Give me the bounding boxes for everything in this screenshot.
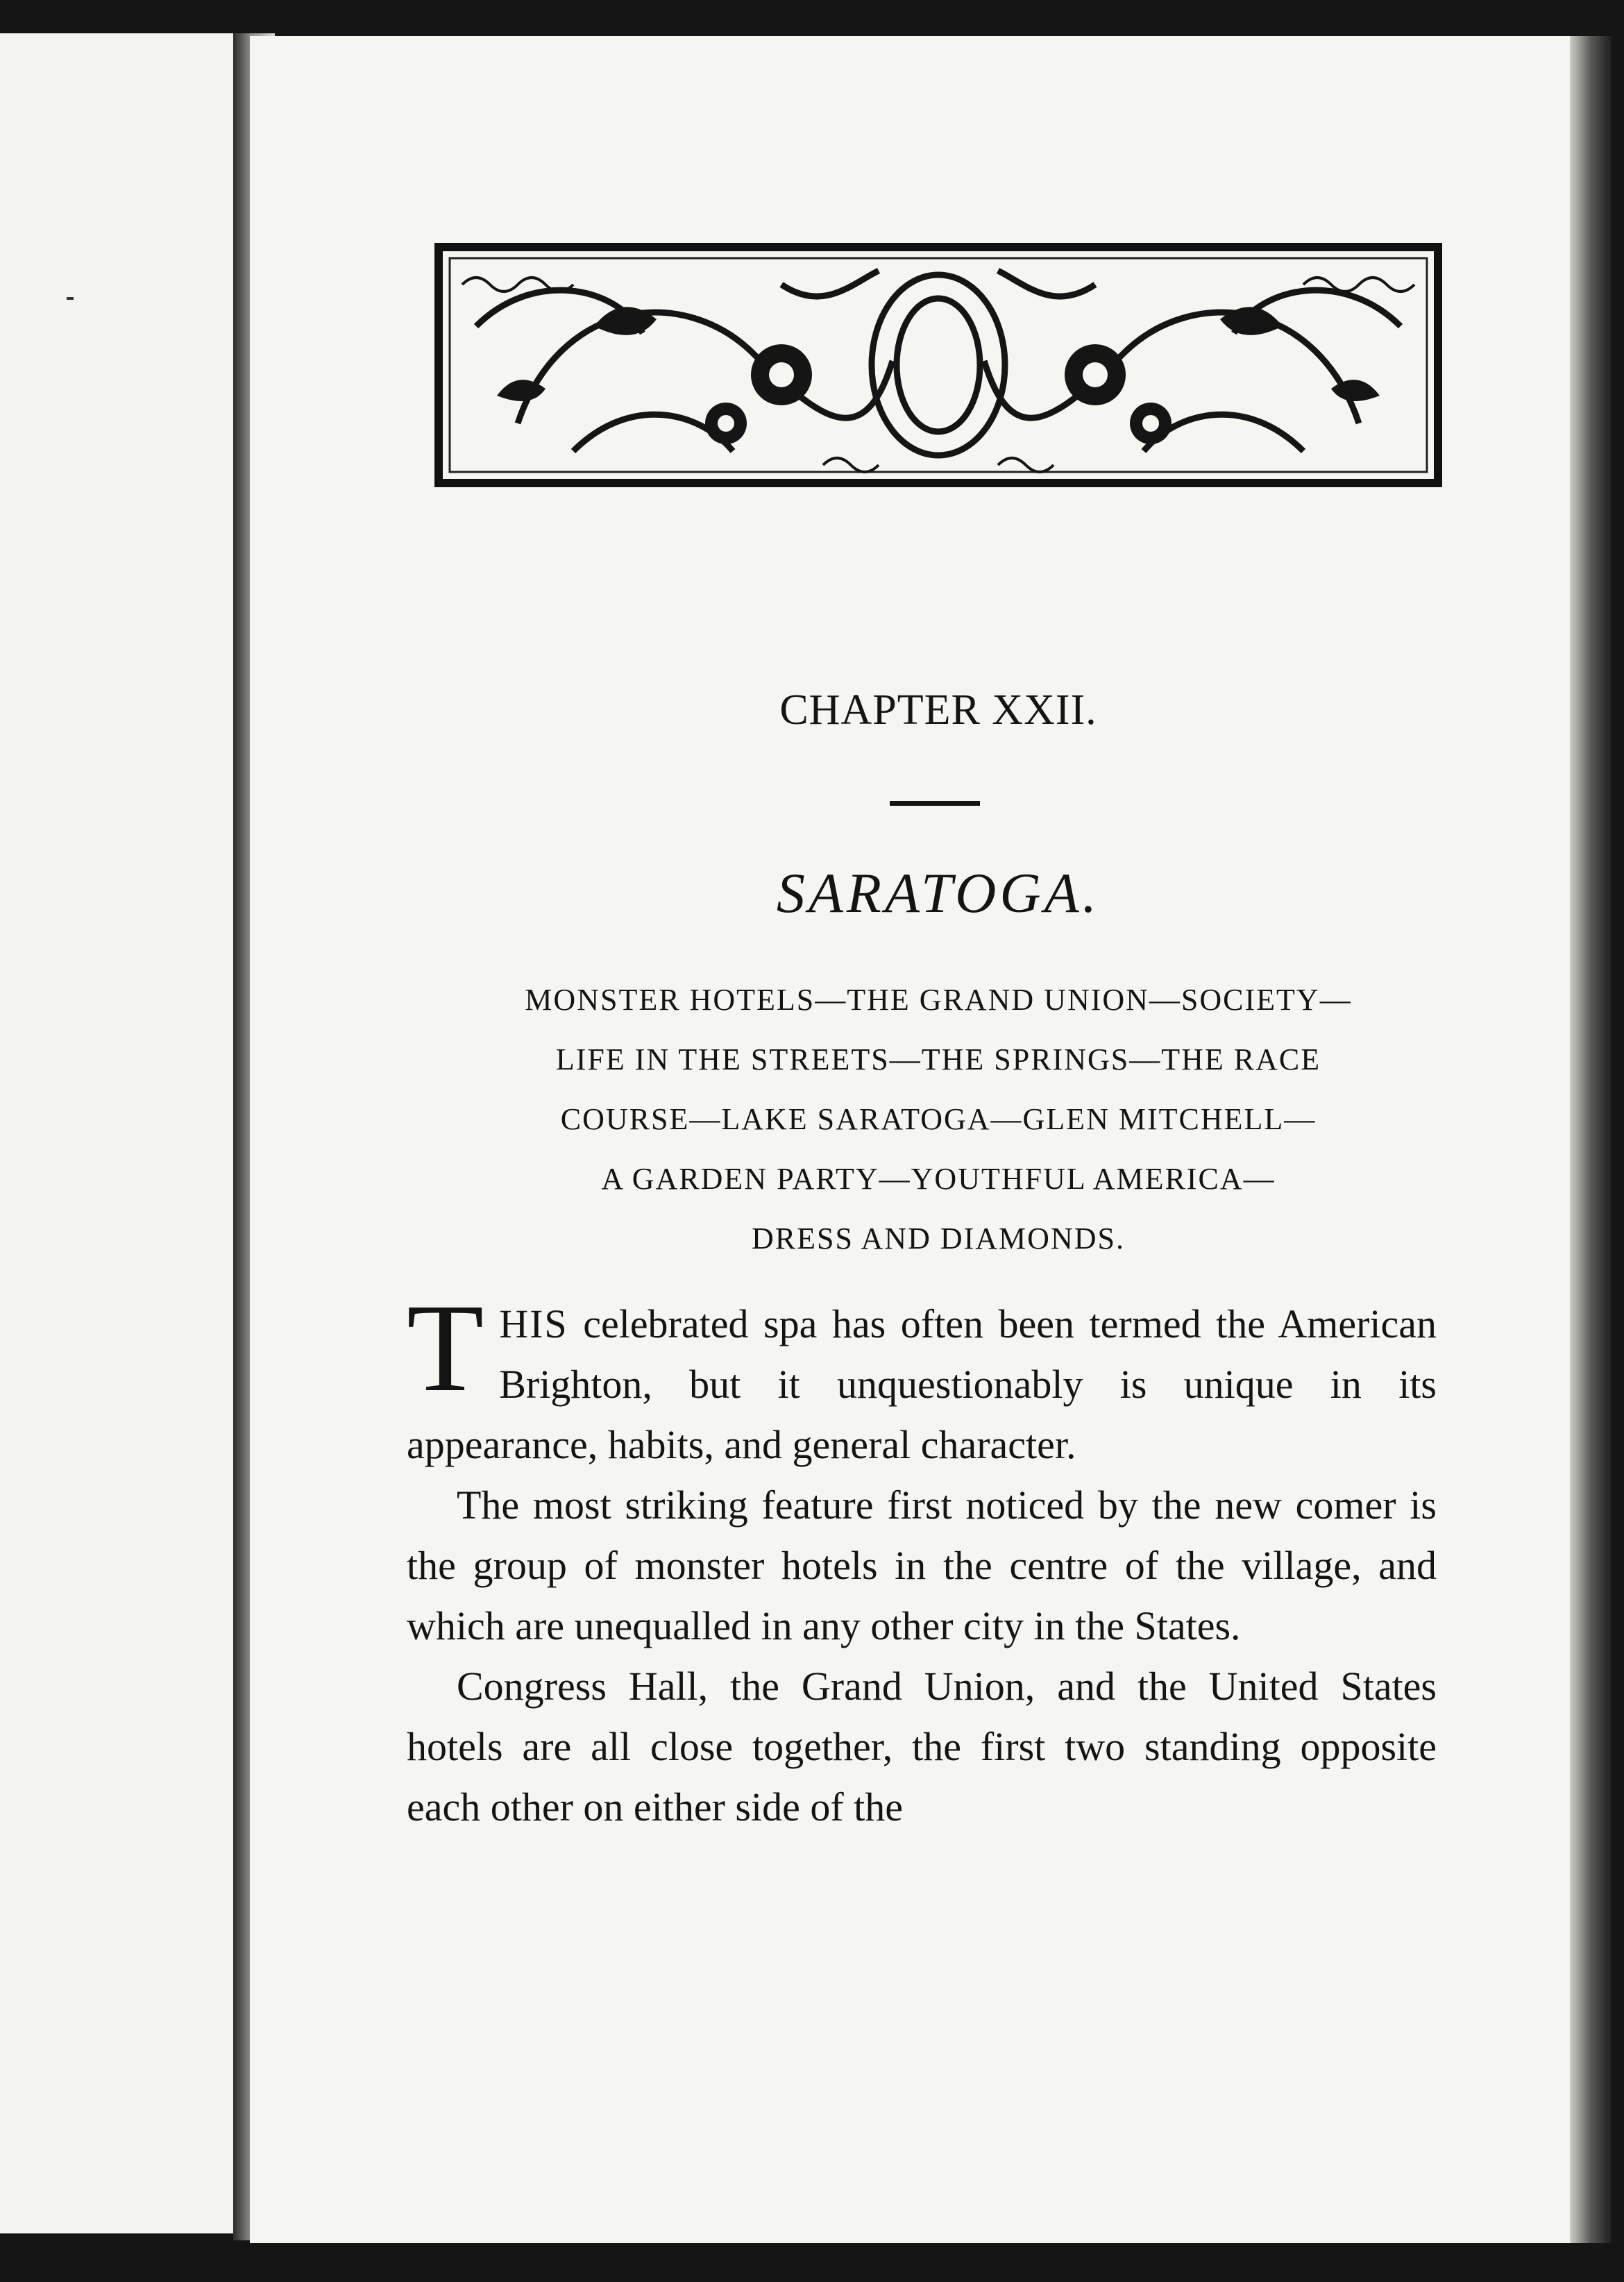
synopsis-line: MONSTER HOTELS—THE GRAND UNION—SOCIETY—: [525, 983, 1352, 1017]
page-mark: [67, 297, 74, 300]
drop-cap: T: [407, 1278, 484, 1418]
opening-word: HIS: [499, 1301, 568, 1346]
chapter-title: SARATOGA.: [776, 861, 1101, 924]
chapter-synopsis: [434, 970, 1442, 1269]
synopsis-line: COURSE—LAKE SARATOGA—GLEN MITCHELL—: [560, 1102, 1317, 1136]
body-text: [407, 1278, 1437, 1837]
synopsis-line: A GARDEN PARTY—YOUTHFUL AMERICA—: [601, 1162, 1276, 1196]
left-page: [0, 33, 236, 2233]
floral-scroll-ornament-icon: [434, 243, 1442, 487]
chapter-heading: CHAPTER XXII.: [779, 686, 1097, 734]
paragraph: [407, 1278, 1437, 1475]
synopsis-line: LIFE IN THE STREETS—THE SPRINGS—THE RACE: [555, 1042, 1321, 1076]
paragraph-text: celebrated spa has often been termed the American Brighton, but it unquestionably is unique in its appearance, habits, and general character.: [407, 1301, 1437, 1467]
heading-rule: [890, 801, 980, 806]
paragraph: Congress Hall, the Grand Union, and the United States hotels are all close together, the first two standing opposite each other on either side of the: [407, 1664, 1437, 1829]
synopsis-line: DRESS AND DIAMONDS.: [752, 1222, 1125, 1256]
paragraph: The most striking feature first noticed by the new comer is the group of monster hotels in the centre of the village, and which are unequalled in any other city in the States.: [407, 1482, 1437, 1648]
right-page-edge: [1570, 36, 1612, 2243]
